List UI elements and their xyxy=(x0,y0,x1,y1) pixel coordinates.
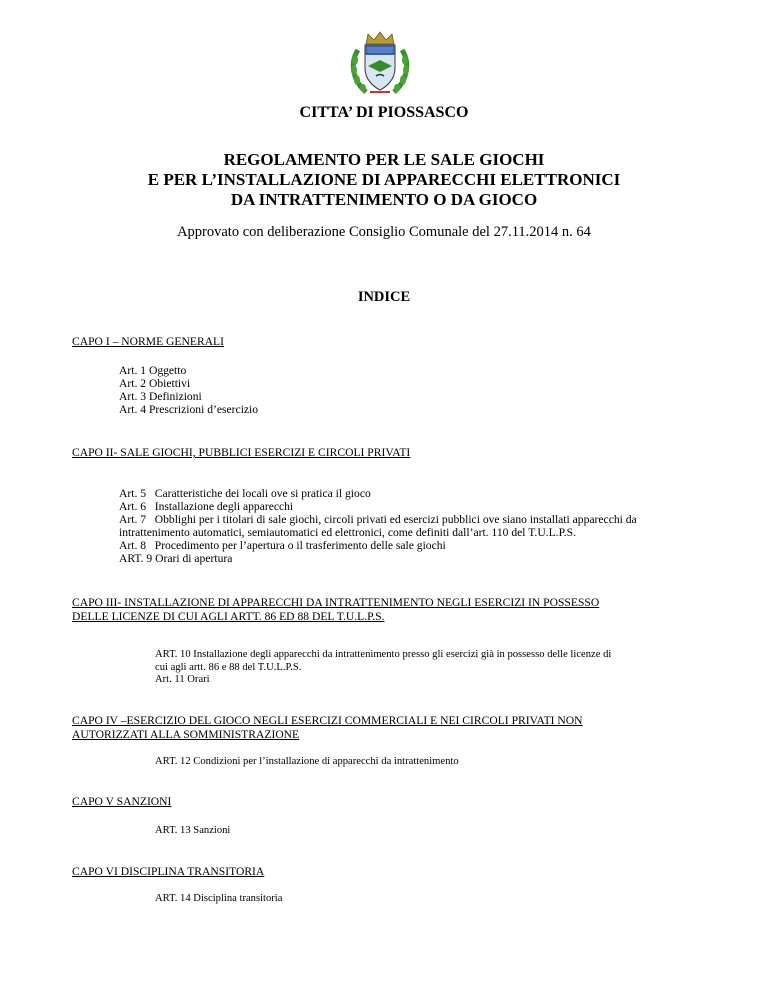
approval-note: Approvato con deliberazione Consiglio Comunale del 27.11.2014 n. 64 xyxy=(177,224,591,240)
index-item: Art. 5 Caratteristiche dei locali ove si pratica il gioco xyxy=(119,487,371,500)
city-crest-icon xyxy=(348,30,412,98)
chapter-title xyxy=(72,596,712,624)
chapter-title xyxy=(72,714,712,742)
index-item: Art. 4 Prescrizioni d’esercizio xyxy=(119,403,259,416)
chapter-title xyxy=(72,795,712,809)
index-item: ART. 9 Orari di apertura xyxy=(119,552,233,565)
chapter-title-line: CAPO I – NORME GENERALI xyxy=(72,335,225,348)
index-item: ART. 14 Disciplina transitoria xyxy=(155,893,283,904)
index-item: Art. 2 Obiettivi xyxy=(119,377,191,390)
index-item: Art. 1 Oggetto xyxy=(119,364,187,377)
index-item: Art. 7 Obblighi per i titolari di sale giochi, circoli privati ed esercizi pubblici ove siano installati apparecchi da intrattenimento automatici, semiautomatici ed elettronici, come definiti dall’art. 110 del T.U.L.P.S. xyxy=(119,513,640,539)
index-item: Art. 8 Procedimento per l’apertura o il trasferimento delle sale giochi xyxy=(119,539,446,552)
chapter-items xyxy=(155,649,715,687)
city-name: CITTA’ DI PIOSSASCO xyxy=(299,104,469,121)
chapter-items xyxy=(155,825,715,838)
chapter-title-line: DELLE LICENZE DI CUI AGLI ARTT. 86 ED 88 DEL T.U.L.P.S. xyxy=(72,610,385,623)
index-item: Art. 3 Definizioni xyxy=(119,390,202,403)
chapter-title xyxy=(72,335,712,349)
title-line: REGOLAMENTO PER LE SALE GIOCHI xyxy=(223,150,545,169)
index-item: Art. 6 Installazione degli apparecchi xyxy=(119,500,294,513)
index-item: ART. 12 Condizioni per l’installazione di apparecchi da intrattenimento xyxy=(155,756,459,767)
chapter-title-line: CAPO II- SALE GIOCHI, PUBBLICI ESERCIZI E CIRCOLI PRIVATI xyxy=(72,446,411,459)
chapter-title-line: AUTORIZZATI ALLA SOMMINISTRAZIONE xyxy=(72,728,300,741)
chapter-title-line: CAPO VI DISCIPLINA TRANSITORIA xyxy=(72,865,265,878)
title-line: E PER L’INSTALLAZIONE DI APPARECCHI ELETTRONICI xyxy=(147,170,621,189)
chapter-title-line: CAPO III- INSTALLAZIONE DI APPARECCHI DA INTRATTENIMENTO NEGLI ESERCIZI IN POSSESSO xyxy=(72,596,600,609)
document-title xyxy=(0,150,768,210)
index-item: ART. 10 Installazione degli apparecchi da intrattenimento presso gli esercizi già in possesso delle licenze di xyxy=(155,649,612,660)
chapter-items xyxy=(155,756,715,769)
index-item: Art. 11 Orari xyxy=(155,674,210,685)
chapter-title-line: CAPO IV –ESERCIZIO DEL GIOCO NEGLI ESERCIZI COMMERCIALI E NEI CIRCOLI PRIVATI NON xyxy=(72,714,583,727)
chapter-items xyxy=(119,487,699,565)
chapter-title xyxy=(72,446,712,460)
chapter-items xyxy=(119,364,719,416)
index-heading: INDICE xyxy=(357,289,411,305)
index-item: cui agli artt. 86 e 88 del T.U.L.P.S. xyxy=(155,661,302,673)
index-item: ART. 13 Sanzioni xyxy=(155,825,231,836)
title-line: DA INTRATTENIMENTO O DA GIOCO xyxy=(230,190,538,209)
chapter-items xyxy=(155,893,715,906)
chapter-title xyxy=(72,865,712,879)
chapter-title-line: CAPO V SANZIONI xyxy=(72,795,172,808)
